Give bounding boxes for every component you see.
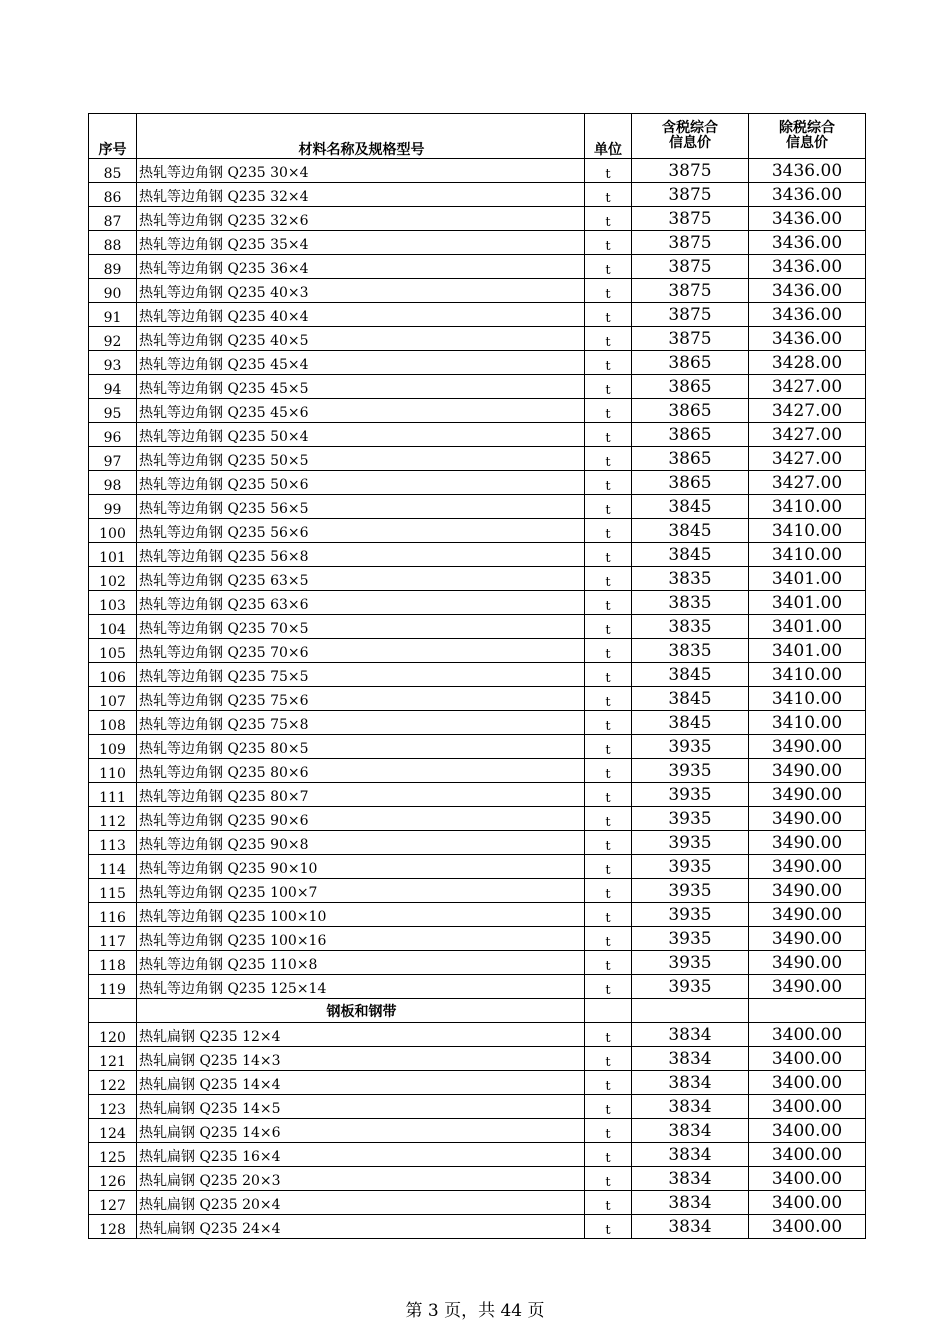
- row-tax-inclusive-price: 3845: [632, 663, 749, 687]
- row-tax-inclusive-price: 3875: [632, 231, 749, 255]
- row-unit: t: [585, 927, 632, 951]
- row-unit: t: [585, 855, 632, 879]
- row-tax-inclusive-price: 3834: [632, 1119, 749, 1143]
- table-header-row: [89, 114, 866, 159]
- row-tax-inclusive-price: 3845: [632, 687, 749, 711]
- row-serial-number: 116: [89, 903, 137, 927]
- row-tax-inclusive-price: 3935: [632, 783, 749, 807]
- row-serial-number: 106: [89, 663, 137, 687]
- row-tax-inclusive-price: 3935: [632, 807, 749, 831]
- row-serial-number: 107: [89, 687, 137, 711]
- header-tax-exclusive-price: [749, 114, 866, 159]
- row-tax-inclusive-price: 3865: [632, 471, 749, 495]
- header-tax-line2: 信息价: [669, 135, 711, 151]
- row-material-name: 热轧等边角钢 Q235 36×4: [137, 255, 585, 279]
- row-tax-exclusive-price: 3436.00: [749, 303, 866, 327]
- header-material-name: 材料名称及规格型号: [137, 114, 585, 159]
- row-material-name: 热轧等边角钢 Q235 56×6: [137, 519, 585, 543]
- row-tax-exclusive-price: 3400.00: [749, 1215, 866, 1239]
- row-material-name: 热轧等边角钢 Q235 50×4: [137, 423, 585, 447]
- row-tax-exclusive-price: 3427.00: [749, 399, 866, 423]
- header-net-line2: 信息价: [786, 135, 828, 151]
- row-serial-number: 111: [89, 783, 137, 807]
- table-row: [89, 495, 866, 519]
- row-serial-number: 104: [89, 615, 137, 639]
- row-material-name: 热轧等边角钢 Q235 63×6: [137, 591, 585, 615]
- row-tax-inclusive-price: 3834: [632, 1191, 749, 1215]
- row-tax-exclusive-price: 3436.00: [749, 159, 866, 183]
- row-material-name: 热轧等边角钢 Q235 32×4: [137, 183, 585, 207]
- row-tax-exclusive-price: 3490.00: [749, 855, 866, 879]
- section-row: [89, 999, 866, 1023]
- row-tax-exclusive-price: 3436.00: [749, 255, 866, 279]
- row-tax-inclusive-price: 3835: [632, 591, 749, 615]
- row-serial-number: 91: [89, 303, 137, 327]
- row-unit: t: [585, 639, 632, 663]
- row-tax-exclusive-price: 3427.00: [749, 423, 866, 447]
- row-tax-exclusive-price: 3436.00: [749, 183, 866, 207]
- row-tax-inclusive-price: 3835: [632, 615, 749, 639]
- page-footer: 第 3 页，共 44 页: [405, 1301, 545, 1321]
- row-tax-inclusive-price: 3834: [632, 1071, 749, 1095]
- row-serial-number: 103: [89, 591, 137, 615]
- row-material-name: 热轧扁钢 Q235 16×4: [137, 1143, 585, 1167]
- table-row: [89, 327, 866, 351]
- row-serial-number: 86: [89, 183, 137, 207]
- table-row: [89, 1023, 866, 1047]
- row-tax-exclusive-price: 3436.00: [749, 327, 866, 351]
- row-material-name: 热轧等边角钢 Q235 40×5: [137, 327, 585, 351]
- row-serial-number: 92: [89, 327, 137, 351]
- row-tax-inclusive-price: 3834: [632, 1023, 749, 1047]
- row-unit: t: [585, 207, 632, 231]
- row-tax-inclusive-price: 3935: [632, 759, 749, 783]
- row-tax-exclusive-price: 3400.00: [749, 1167, 866, 1191]
- table-row: [89, 615, 866, 639]
- row-tax-exclusive-price: 3410.00: [749, 519, 866, 543]
- row-unit: t: [585, 1143, 632, 1167]
- row-serial-number: 108: [89, 711, 137, 735]
- table-row: [89, 735, 866, 759]
- row-tax-exclusive-price: 3401.00: [749, 615, 866, 639]
- row-tax-inclusive-price: 3865: [632, 447, 749, 471]
- row-tax-inclusive-price: 3935: [632, 903, 749, 927]
- section-tax-cell: [632, 999, 749, 1023]
- table-row: [89, 1095, 866, 1119]
- row-unit: t: [585, 615, 632, 639]
- row-material-name: 热轧等边角钢 Q235 80×7: [137, 783, 585, 807]
- row-material-name: 热轧等边角钢 Q235 45×5: [137, 375, 585, 399]
- row-material-name: 热轧等边角钢 Q235 30×4: [137, 159, 585, 183]
- row-tax-exclusive-price: 3427.00: [749, 471, 866, 495]
- row-tax-inclusive-price: 3835: [632, 639, 749, 663]
- row-tax-exclusive-price: 3410.00: [749, 495, 866, 519]
- row-material-name: 热轧等边角钢 Q235 75×8: [137, 711, 585, 735]
- row-material-name: 热轧等边角钢 Q235 40×3: [137, 279, 585, 303]
- row-material-name: 热轧等边角钢 Q235 75×5: [137, 663, 585, 687]
- table-row: [89, 1143, 866, 1167]
- row-serial-number: 95: [89, 399, 137, 423]
- table-row: [89, 591, 866, 615]
- row-tax-exclusive-price: 3401.00: [749, 591, 866, 615]
- table-row: [89, 207, 866, 231]
- table-row: [89, 1191, 866, 1215]
- table-row: [89, 951, 866, 975]
- row-unit: t: [585, 759, 632, 783]
- row-material-name: 热轧等边角钢 Q235 40×4: [137, 303, 585, 327]
- row-unit: t: [585, 903, 632, 927]
- table-row: [89, 255, 866, 279]
- table-row: [89, 399, 866, 423]
- row-tax-exclusive-price: 3410.00: [749, 687, 866, 711]
- row-material-name: 热轧等边角钢 Q235 50×5: [137, 447, 585, 471]
- table-row: [89, 1047, 866, 1071]
- row-tax-inclusive-price: 3935: [632, 735, 749, 759]
- row-tax-exclusive-price: 3490.00: [749, 783, 866, 807]
- row-serial-number: 119: [89, 975, 137, 999]
- row-material-name: 热轧等边角钢 Q235 100×16: [137, 927, 585, 951]
- row-tax-exclusive-price: 3490.00: [749, 879, 866, 903]
- row-tax-inclusive-price: 3875: [632, 183, 749, 207]
- row-tax-inclusive-price: 3935: [632, 879, 749, 903]
- row-serial-number: 100: [89, 519, 137, 543]
- row-unit: t: [585, 447, 632, 471]
- row-serial-number: 123: [89, 1095, 137, 1119]
- row-serial-number: 110: [89, 759, 137, 783]
- row-serial-number: 98: [89, 471, 137, 495]
- table-row: [89, 1167, 866, 1191]
- table-row: [89, 447, 866, 471]
- row-material-name: 热轧等边角钢 Q235 35×4: [137, 231, 585, 255]
- row-tax-exclusive-price: 3401.00: [749, 567, 866, 591]
- row-unit: t: [585, 255, 632, 279]
- table-row: [89, 1215, 866, 1239]
- row-tax-exclusive-price: 3428.00: [749, 351, 866, 375]
- row-serial-number: 122: [89, 1071, 137, 1095]
- row-tax-exclusive-price: 3400.00: [749, 1143, 866, 1167]
- row-tax-inclusive-price: 3875: [632, 279, 749, 303]
- table-row: [89, 567, 866, 591]
- row-material-name: 热轧等边角钢 Q235 70×6: [137, 639, 585, 663]
- row-unit: t: [585, 543, 632, 567]
- row-material-name: 热轧扁钢 Q235 24×4: [137, 1215, 585, 1239]
- row-tax-inclusive-price: 3834: [632, 1215, 749, 1239]
- table-body: [89, 159, 866, 1239]
- table-row: [89, 759, 866, 783]
- row-serial-number: 101: [89, 543, 137, 567]
- row-unit: t: [585, 351, 632, 375]
- row-unit: t: [585, 303, 632, 327]
- row-tax-exclusive-price: 3427.00: [749, 375, 866, 399]
- row-tax-inclusive-price: 3835: [632, 567, 749, 591]
- row-serial-number: 127: [89, 1191, 137, 1215]
- row-tax-inclusive-price: 3875: [632, 303, 749, 327]
- row-tax-exclusive-price: 3490.00: [749, 735, 866, 759]
- row-unit: t: [585, 327, 632, 351]
- row-tax-inclusive-price: 3935: [632, 831, 749, 855]
- row-tax-inclusive-price: 3875: [632, 207, 749, 231]
- table-row: [89, 807, 866, 831]
- section-net-cell: [749, 999, 866, 1023]
- row-serial-number: 99: [89, 495, 137, 519]
- row-tax-exclusive-price: 3436.00: [749, 279, 866, 303]
- row-unit: t: [585, 735, 632, 759]
- row-unit: t: [585, 1095, 632, 1119]
- row-serial-number: 112: [89, 807, 137, 831]
- row-tax-inclusive-price: 3845: [632, 711, 749, 735]
- row-tax-exclusive-price: 3400.00: [749, 1023, 866, 1047]
- row-tax-inclusive-price: 3834: [632, 1047, 749, 1071]
- row-material-name: 热轧等边角钢 Q235 56×5: [137, 495, 585, 519]
- row-tax-inclusive-price: 3935: [632, 951, 749, 975]
- row-unit: t: [585, 879, 632, 903]
- row-unit: t: [585, 687, 632, 711]
- table-row: [89, 927, 866, 951]
- row-tax-inclusive-price: 3935: [632, 975, 749, 999]
- row-material-name: 热轧等边角钢 Q235 80×6: [137, 759, 585, 783]
- table-row: [89, 351, 866, 375]
- header-unit: 单位: [585, 114, 632, 159]
- row-unit: t: [585, 711, 632, 735]
- section-unit-cell: [585, 999, 632, 1023]
- row-material-name: 热轧扁钢 Q235 14×4: [137, 1071, 585, 1095]
- row-serial-number: 93: [89, 351, 137, 375]
- row-unit: t: [585, 1215, 632, 1239]
- row-material-name: 热轧扁钢 Q235 14×5: [137, 1095, 585, 1119]
- row-tax-exclusive-price: 3410.00: [749, 663, 866, 687]
- section-no-cell: [89, 999, 137, 1023]
- row-tax-exclusive-price: 3490.00: [749, 831, 866, 855]
- row-material-name: 热轧等边角钢 Q235 32×6: [137, 207, 585, 231]
- row-unit: t: [585, 1047, 632, 1071]
- table-row: [89, 231, 866, 255]
- row-unit: t: [585, 399, 632, 423]
- table-row: [89, 639, 866, 663]
- row-unit: t: [585, 183, 632, 207]
- row-unit: t: [585, 951, 632, 975]
- row-tax-exclusive-price: 3410.00: [749, 711, 866, 735]
- row-tax-exclusive-price: 3490.00: [749, 927, 866, 951]
- row-unit: t: [585, 591, 632, 615]
- row-tax-inclusive-price: 3865: [632, 375, 749, 399]
- header-net-line1: 除税综合: [779, 120, 835, 136]
- row-tax-inclusive-price: 3935: [632, 927, 749, 951]
- row-serial-number: 117: [89, 927, 137, 951]
- row-material-name: 热轧扁钢 Q235 14×6: [137, 1119, 585, 1143]
- row-material-name: 热轧等边角钢 Q235 45×4: [137, 351, 585, 375]
- table-row: [89, 375, 866, 399]
- row-serial-number: 102: [89, 567, 137, 591]
- row-serial-number: 89: [89, 255, 137, 279]
- row-material-name: 热轧等边角钢 Q235 110×8: [137, 951, 585, 975]
- row-tax-exclusive-price: 3400.00: [749, 1071, 866, 1095]
- row-tax-inclusive-price: 3865: [632, 351, 749, 375]
- table-row: [89, 783, 866, 807]
- table-row: [89, 975, 866, 999]
- price-table: [88, 113, 866, 1239]
- table-row: [89, 159, 866, 183]
- row-unit: t: [585, 159, 632, 183]
- row-serial-number: 120: [89, 1023, 137, 1047]
- row-material-name: 热轧等边角钢 Q235 75×6: [137, 687, 585, 711]
- row-material-name: 热轧等边角钢 Q235 90×6: [137, 807, 585, 831]
- row-material-name: 热轧等边角钢 Q235 90×10: [137, 855, 585, 879]
- row-material-name: 热轧扁钢 Q235 14×3: [137, 1047, 585, 1071]
- table-row: [89, 1071, 866, 1095]
- row-unit: t: [585, 783, 632, 807]
- table-row: [89, 543, 866, 567]
- row-tax-inclusive-price: 3875: [632, 159, 749, 183]
- row-material-name: 热轧等边角钢 Q235 56×8: [137, 543, 585, 567]
- table-row: [89, 519, 866, 543]
- row-tax-inclusive-price: 3834: [632, 1143, 749, 1167]
- row-tax-inclusive-price: 3845: [632, 543, 749, 567]
- row-tax-exclusive-price: 3490.00: [749, 975, 866, 999]
- row-serial-number: 105: [89, 639, 137, 663]
- row-material-name: 热轧扁钢 Q235 12×4: [137, 1023, 585, 1047]
- row-serial-number: 126: [89, 1167, 137, 1191]
- row-serial-number: 124: [89, 1119, 137, 1143]
- row-serial-number: 97: [89, 447, 137, 471]
- row-material-name: 热轧扁钢 Q235 20×3: [137, 1167, 585, 1191]
- row-tax-exclusive-price: 3400.00: [749, 1047, 866, 1071]
- table-row: [89, 183, 866, 207]
- row-material-name: 热轧等边角钢 Q235 90×8: [137, 831, 585, 855]
- table-row: [89, 855, 866, 879]
- table-row: [89, 1119, 866, 1143]
- row-tax-exclusive-price: 3436.00: [749, 231, 866, 255]
- row-material-name: 热轧扁钢 Q235 20×4: [137, 1191, 585, 1215]
- row-tax-exclusive-price: 3490.00: [749, 807, 866, 831]
- table-row: [89, 279, 866, 303]
- row-tax-inclusive-price: 3834: [632, 1167, 749, 1191]
- row-tax-exclusive-price: 3490.00: [749, 759, 866, 783]
- row-unit: t: [585, 1119, 632, 1143]
- row-serial-number: 121: [89, 1047, 137, 1071]
- row-material-name: 热轧等边角钢 Q235 70×5: [137, 615, 585, 639]
- row-unit: t: [585, 231, 632, 255]
- section-title: 钢板和钢带: [137, 999, 585, 1023]
- row-material-name: 热轧等边角钢 Q235 50×6: [137, 471, 585, 495]
- row-tax-exclusive-price: 3410.00: [749, 543, 866, 567]
- row-tax-exclusive-price: 3490.00: [749, 951, 866, 975]
- row-unit: t: [585, 279, 632, 303]
- table-row: [89, 471, 866, 495]
- row-unit: t: [585, 471, 632, 495]
- header-tax-line1: 含税综合: [662, 120, 718, 136]
- row-tax-inclusive-price: 3845: [632, 495, 749, 519]
- row-tax-inclusive-price: 3865: [632, 399, 749, 423]
- row-unit: t: [585, 807, 632, 831]
- table-row: [89, 711, 866, 735]
- row-material-name: 热轧等边角钢 Q235 45×6: [137, 399, 585, 423]
- table-row: [89, 879, 866, 903]
- table-row: [89, 687, 866, 711]
- row-unit: t: [585, 663, 632, 687]
- row-tax-exclusive-price: 3400.00: [749, 1095, 866, 1119]
- row-serial-number: 113: [89, 831, 137, 855]
- table-row: [89, 831, 866, 855]
- row-tax-exclusive-price: 3400.00: [749, 1119, 866, 1143]
- row-serial-number: 114: [89, 855, 137, 879]
- row-material-name: 热轧等边角钢 Q235 100×7: [137, 879, 585, 903]
- row-unit: t: [585, 1071, 632, 1095]
- row-serial-number: 87: [89, 207, 137, 231]
- row-unit: t: [585, 1023, 632, 1047]
- table-row: [89, 423, 866, 447]
- row-unit: t: [585, 831, 632, 855]
- row-unit: t: [585, 375, 632, 399]
- row-material-name: 热轧等边角钢 Q235 63×5: [137, 567, 585, 591]
- row-unit: t: [585, 495, 632, 519]
- row-serial-number: 125: [89, 1143, 137, 1167]
- row-material-name: 热轧等边角钢 Q235 80×5: [137, 735, 585, 759]
- row-tax-exclusive-price: 3436.00: [749, 207, 866, 231]
- row-tax-inclusive-price: 3845: [632, 519, 749, 543]
- row-serial-number: 85: [89, 159, 137, 183]
- row-unit: t: [585, 423, 632, 447]
- table-row: [89, 903, 866, 927]
- row-tax-inclusive-price: 3834: [632, 1095, 749, 1119]
- row-material-name: 热轧等边角钢 Q235 125×14: [137, 975, 585, 999]
- table-row: [89, 303, 866, 327]
- row-tax-inclusive-price: 3935: [632, 855, 749, 879]
- row-serial-number: 115: [89, 879, 137, 903]
- row-serial-number: 96: [89, 423, 137, 447]
- row-material-name: 热轧等边角钢 Q235 100×10: [137, 903, 585, 927]
- row-unit: t: [585, 1167, 632, 1191]
- table-row: [89, 663, 866, 687]
- row-serial-number: 90: [89, 279, 137, 303]
- row-unit: t: [585, 519, 632, 543]
- row-tax-inclusive-price: 3875: [632, 255, 749, 279]
- row-tax-exclusive-price: 3400.00: [749, 1191, 866, 1215]
- row-tax-inclusive-price: 3865: [632, 423, 749, 447]
- row-unit: t: [585, 567, 632, 591]
- row-serial-number: 88: [89, 231, 137, 255]
- row-tax-exclusive-price: 3427.00: [749, 447, 866, 471]
- row-tax-exclusive-price: 3490.00: [749, 903, 866, 927]
- row-serial-number: 94: [89, 375, 137, 399]
- row-serial-number: 118: [89, 951, 137, 975]
- row-unit: t: [585, 1191, 632, 1215]
- row-unit: t: [585, 975, 632, 999]
- row-serial-number: 128: [89, 1215, 137, 1239]
- header-serial-number: 序号: [89, 114, 137, 159]
- row-tax-inclusive-price: 3875: [632, 327, 749, 351]
- header-tax-inclusive-price: [632, 114, 749, 159]
- row-tax-exclusive-price: 3401.00: [749, 639, 866, 663]
- row-serial-number: 109: [89, 735, 137, 759]
